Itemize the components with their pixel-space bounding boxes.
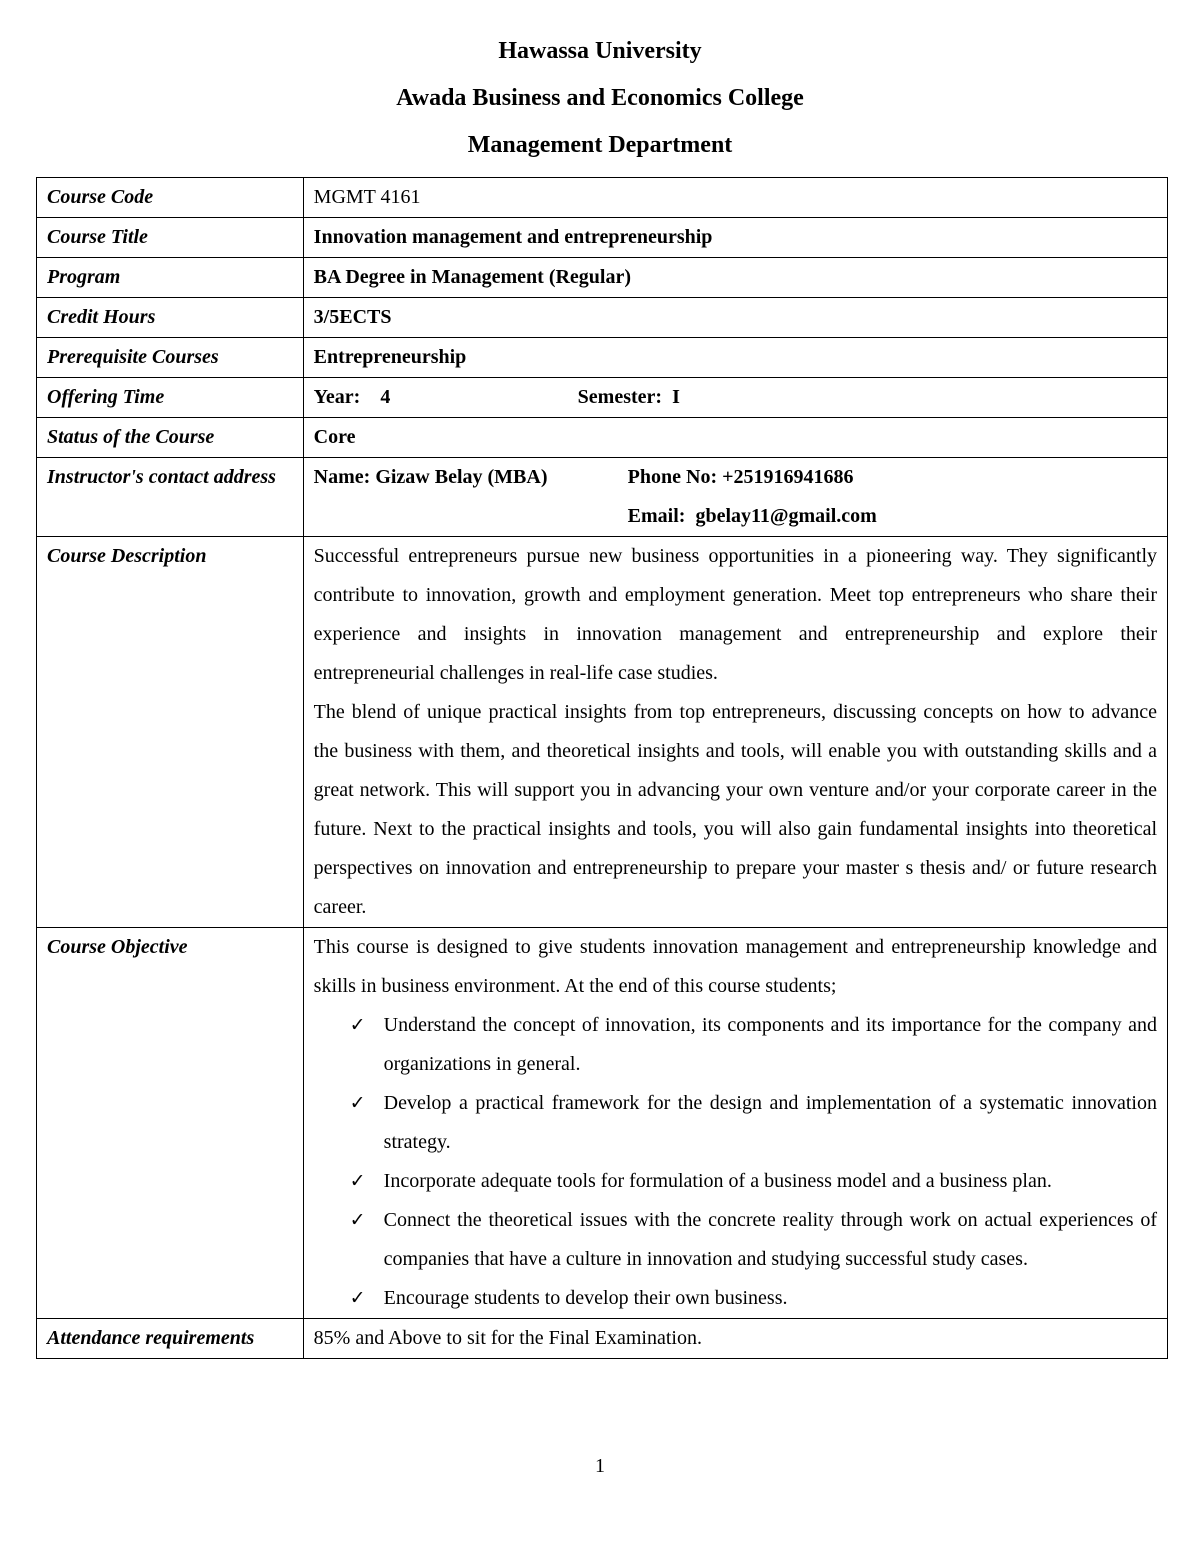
course-title-value: Innovation management and entrepreneurship xyxy=(303,218,1167,258)
university-title: Hawassa University xyxy=(498,38,702,64)
objective-label: Course Objective xyxy=(37,928,304,1319)
row-description xyxy=(37,537,1168,928)
page-number: 1 xyxy=(595,1455,605,1477)
list-item xyxy=(314,1084,1157,1162)
row-attendance xyxy=(37,1319,1168,1359)
course-code-value: MGMT 4161 xyxy=(303,178,1167,218)
description-paragraph-1: Successful entrepreneurs pursue new business opportunities in a pioneering way. They significantly contribute to innovation, growth and employment generation. Meet top entrepreneurs who share their experience and insights in innovation management and entrepreneurship and explore their entrepreneurial challenges in real-life case studies. xyxy=(313,545,1157,684)
objective-intro: This course is designed to give students innovation management and entrepreneurship knowledge and skills in business environment. At the end of this course students; xyxy=(313,936,1157,997)
instructor-name: Name: Gizaw Belay (MBA) xyxy=(313,466,548,488)
objective-item-text: Encourage students to develop their own business. xyxy=(383,1287,788,1309)
row-objective xyxy=(37,928,1168,1319)
instructor-email: Email: gbelay11@gmail.com xyxy=(627,505,877,527)
offering-year: Year: 4 xyxy=(313,386,391,408)
objective-item-text: Develop a practical framework for the design and implementation of a systematic innovation strategy. xyxy=(383,1092,1157,1153)
attendance-label: Attendance requirements xyxy=(37,1319,304,1359)
objective-list xyxy=(314,1006,1157,1318)
description-paragraph-2: The blend of unique practical insights from top entrepreneurs, discussing concepts on how to advance the business with them, and theoretical insights and tools, will enable you with outstanding skills and a great network. This will support you in advancing your own venture and/or your corporate career in the future. Next to the practical insights and tools, you will also gain fundamental insights into theoretical perspectives on innovation and entrepreneurship to prepare your master s thesis and/ or future research career. xyxy=(313,701,1157,918)
checkmark-icon: ✓ xyxy=(349,1092,366,1114)
list-item xyxy=(314,1201,1157,1279)
attendance-value: 85% and Above to sit for the Final Examination. xyxy=(303,1319,1167,1359)
row-credit-hours xyxy=(37,298,1168,338)
department-title: Management Department xyxy=(467,132,733,158)
description-value xyxy=(303,537,1167,928)
objective-item-text: Understand the concept of innovation, its components and its importance for the company and organizations in general. xyxy=(383,1014,1157,1075)
program-label: Program xyxy=(37,258,304,298)
prerequisite-label: Prerequisite Courses xyxy=(37,338,304,378)
college-title: Awada Business and Economics College xyxy=(396,85,804,111)
status-label: Status of the Course xyxy=(37,418,304,458)
instructor-phone: Phone No: +251916941686 xyxy=(627,466,854,488)
list-item xyxy=(314,1279,1157,1318)
offering-time-label: Offering Time xyxy=(37,378,304,418)
credit-hours-label: Credit Hours xyxy=(37,298,304,338)
offering-semester: Semester: I xyxy=(577,386,680,408)
list-item xyxy=(314,1162,1157,1201)
row-status xyxy=(37,418,1168,458)
row-prerequisite xyxy=(37,338,1168,378)
description-label: Course Description xyxy=(37,537,304,928)
checkmark-icon: ✓ xyxy=(349,1170,366,1192)
row-course-title xyxy=(37,218,1168,258)
course-code-label: Course Code xyxy=(37,178,304,218)
checkmark-icon: ✓ xyxy=(349,1014,366,1036)
course-info-table xyxy=(36,177,1168,1359)
objective-value xyxy=(303,928,1167,1319)
row-instructor xyxy=(37,458,1168,537)
checkmark-icon: ✓ xyxy=(349,1287,366,1309)
prerequisite-value: Entrepreneurship xyxy=(303,338,1167,378)
row-offering-time xyxy=(37,378,1168,418)
credit-hours-value: 3/5ECTS xyxy=(303,298,1167,338)
objective-item-text: Incorporate adequate tools for formulation of a business model and a business plan. xyxy=(383,1170,1052,1192)
course-title-label: Course Title xyxy=(37,218,304,258)
list-item xyxy=(314,1006,1157,1084)
instructor-value xyxy=(303,458,1167,537)
row-program xyxy=(37,258,1168,298)
row-course-code xyxy=(37,178,1168,218)
status-value: Core xyxy=(303,418,1167,458)
instructor-label: Instructor's contact address xyxy=(37,458,304,537)
document-header xyxy=(0,28,1200,169)
objective-item-text: Connect the theoretical issues with the concrete reality through work on actual experiences of companies that have a culture in innovation and studying successful study cases. xyxy=(383,1209,1157,1270)
offering-time-value xyxy=(303,378,1167,418)
program-value: BA Degree in Management (Regular) xyxy=(303,258,1167,298)
checkmark-icon: ✓ xyxy=(349,1209,366,1231)
